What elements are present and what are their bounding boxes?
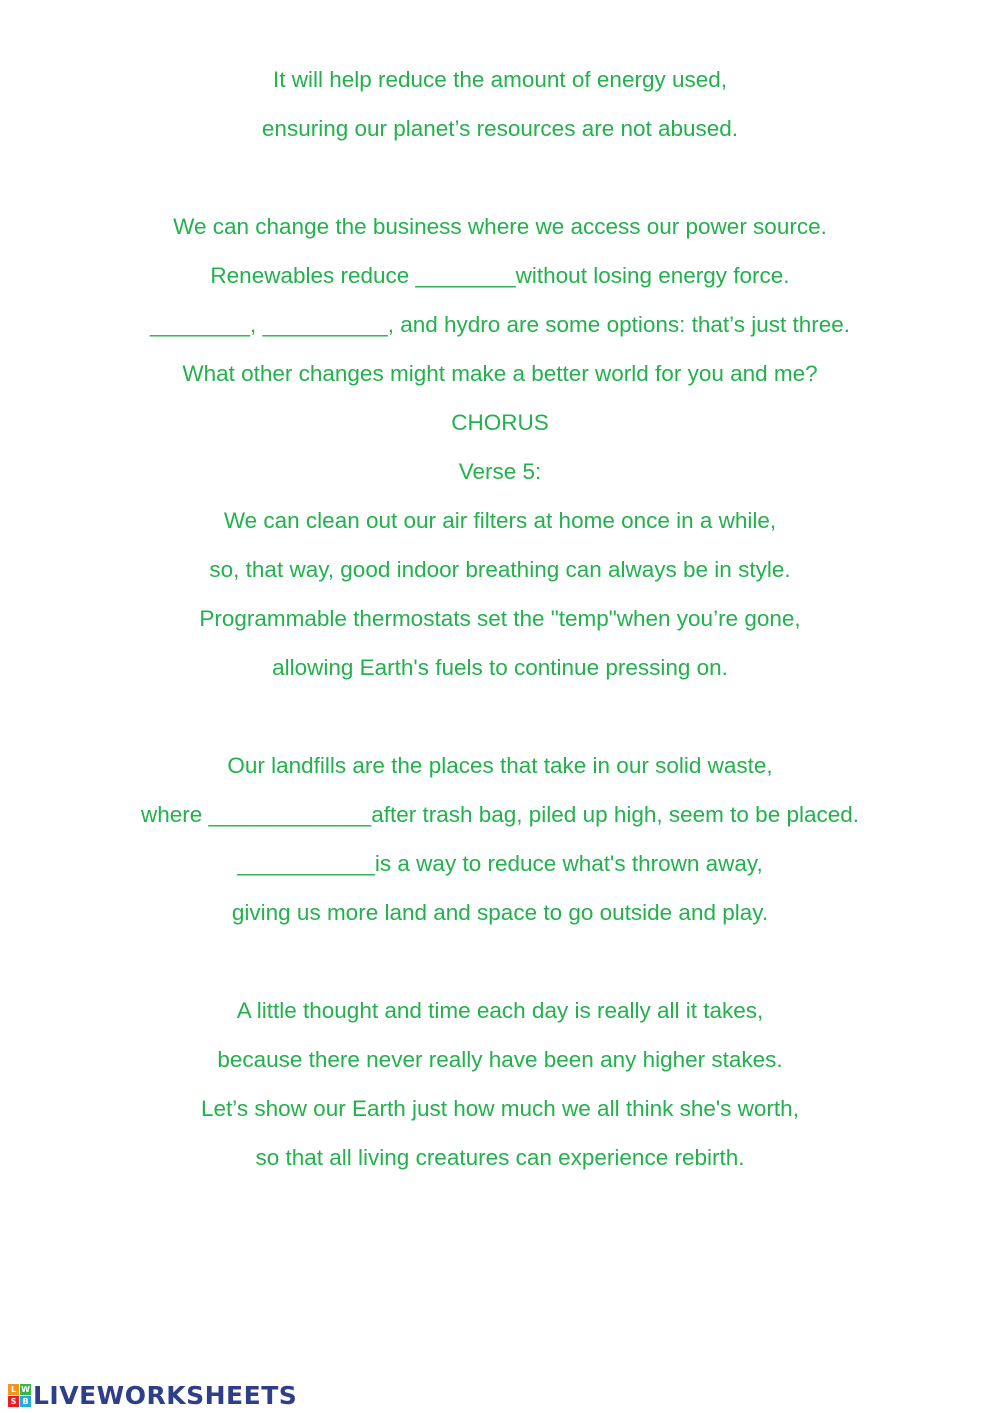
logo-block: B [20, 1396, 31, 1407]
lyric-line: We can change the business where we access our power source. [173, 214, 827, 239]
lyric-line: A little thought and time each day is really all it takes, [236, 998, 764, 1023]
lyric-line: so that all living creatures can experience rebirth. [255, 1145, 745, 1170]
logo-block: L [8, 1384, 19, 1395]
lyric-line: Our landfills are the places that take in our solid waste, [227, 753, 773, 778]
lyric-line: so, that way, good indoor breathing can always be in style. [209, 557, 791, 582]
lyric-line: CHORUS [451, 410, 549, 435]
lyric-line: It will help reduce the amount of energy used, [272, 67, 728, 92]
lyric-line: Programmable thermostats set the "temp"when you’re gone, [199, 606, 801, 631]
lyric-line: ________, __________, and hydro are some options: that’s just three. [149, 312, 851, 337]
logo-block: W [21, 1384, 30, 1394]
song-lyrics [0, 55, 1000, 1182]
lyric-line: What other changes might make a better world for you and me? [182, 361, 818, 386]
lyric-line: Let’s show our Earth just how much we all think she's worth, [201, 1096, 799, 1121]
liveworksheets-logo[interactable] [8, 1380, 297, 1410]
stanza-break [0, 937, 1000, 986]
lyric-line: ensuring our planet’s resources are not abused. [261, 116, 739, 141]
logo-blocks-icon [8, 1384, 31, 1407]
lyric-line: where _____________after trash bag, piled up high, seem to be placed. [140, 802, 860, 827]
lyric-line: Renewables reduce ________without losing energy force. [210, 263, 790, 288]
lyric-line: ___________is a way to reduce what's thrown away, [237, 851, 763, 876]
lyric-line: We can clean out our air filters at home once in a while, [223, 508, 777, 533]
lyric-line: allowing Earth's fuels to continue pressing on. [272, 655, 728, 680]
logo-block: S [8, 1396, 19, 1407]
stanza-break [0, 692, 1000, 741]
logo-text: LIVEWORKSHEETS [33, 1380, 298, 1410]
lyric-line: Verse 5: [458, 459, 542, 484]
lyric-line: giving us more land and space to go outside and play. [231, 900, 769, 925]
stanza-break [0, 153, 1000, 202]
lyric-line: because there never really have been any higher stakes. [217, 1047, 783, 1072]
